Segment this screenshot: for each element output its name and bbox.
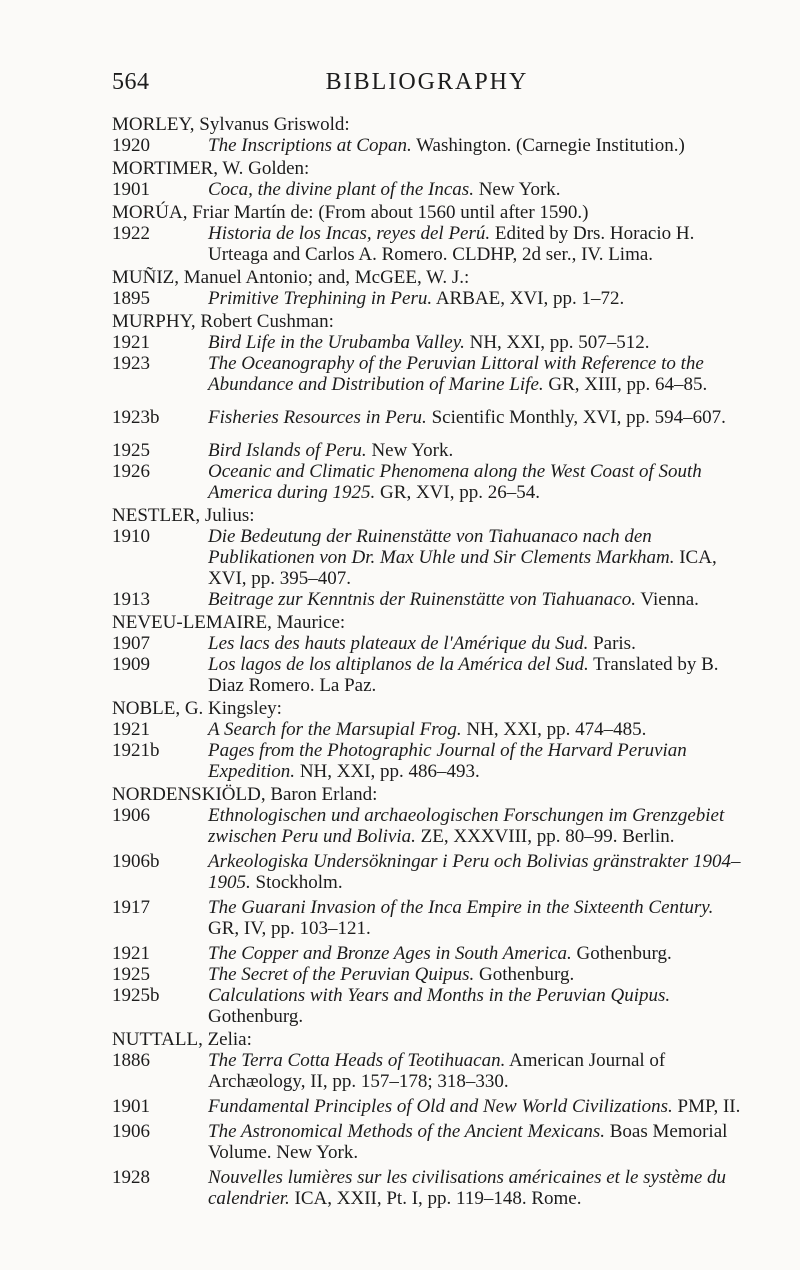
entry-year: 1922 bbox=[112, 223, 150, 244]
bibliography-entry bbox=[112, 179, 742, 200]
entry-citation bbox=[208, 851, 742, 893]
entry-citation bbox=[208, 589, 742, 610]
entry-citation bbox=[208, 179, 742, 200]
bibliography-entry bbox=[112, 1050, 742, 1092]
entry-year: 1901 bbox=[112, 1096, 150, 1117]
entry-title: Pages from the Photographic Journal of the Harvard Peruvian Expedition. bbox=[208, 740, 687, 782]
bibliography-entry bbox=[112, 1096, 742, 1117]
bibliography-entry bbox=[112, 1121, 742, 1163]
entry-citation bbox=[208, 943, 742, 964]
bibliography-page bbox=[112, 69, 742, 1209]
entry-year: 1921b bbox=[112, 740, 160, 761]
entry-year: 1886 bbox=[112, 1050, 150, 1071]
running-title: BIBLIOGRAPHY bbox=[325, 69, 529, 95]
bibliography-entry bbox=[112, 851, 742, 893]
entry-publication: Paris. bbox=[588, 633, 636, 654]
entry-publication: PMP, II. bbox=[672, 1096, 741, 1117]
bibliography-entry bbox=[112, 633, 742, 654]
entry-year: 1909 bbox=[112, 654, 150, 675]
entry-year: 1913 bbox=[112, 589, 150, 610]
entry-year: 1925b bbox=[112, 985, 160, 1006]
entry-title: The Astronomical Methods of the Ancient Mexicans. bbox=[208, 1121, 605, 1142]
page-header bbox=[112, 69, 742, 106]
entry-citation bbox=[208, 461, 742, 503]
bibliography-entry bbox=[112, 985, 742, 1027]
bibliography-entry bbox=[112, 353, 742, 395]
entry-publication: ICA, XVI, pp. 395–407. bbox=[208, 547, 717, 589]
entry-year: 1921 bbox=[112, 943, 150, 964]
author-heading: NESTLER, Julius: bbox=[112, 505, 255, 526]
entry-year: 1906 bbox=[112, 1121, 150, 1142]
entry-citation bbox=[208, 526, 742, 589]
bibliography-entry bbox=[112, 135, 742, 156]
entry-title: The Oceanography of the Peruvian Littoral with Reference to the Abundance and Distribution of Marine Life. bbox=[208, 353, 704, 395]
entry-citation bbox=[208, 1121, 742, 1163]
bibliography-entry bbox=[112, 332, 742, 353]
entry-year: 1895 bbox=[112, 288, 150, 309]
entry-citation bbox=[208, 633, 742, 654]
entry-year: 1925 bbox=[112, 440, 150, 461]
entry-title: Ethnologischen und archaeologischen Forschungen im Grenzgebiet zwischen Peru und Bolivia. bbox=[208, 805, 725, 847]
author-heading: MORÚA, Friar Martín de: (From about 1560 until after 1590.) bbox=[112, 202, 589, 223]
entry-year: 1923b bbox=[112, 407, 160, 428]
entry-title: Calculations with Years and Months in the Peruvian Quipus. bbox=[208, 985, 671, 1006]
entry-title: The Inscriptions at Copan. bbox=[208, 135, 412, 156]
entry-year: 1923 bbox=[112, 353, 150, 374]
entry-title: Bird Life in the Urubamba Valley. bbox=[208, 332, 465, 353]
entry-title: Arkeologiska Undersökningar i Peru och Bolivias gränstrakter 1904–1905. bbox=[208, 851, 741, 893]
bibliography-entry bbox=[112, 897, 742, 939]
bibliography-entry bbox=[112, 589, 742, 610]
bibliography-entry bbox=[112, 943, 742, 964]
entry-title: Beitrage zur Kenntnis der Ruinenstätte von Tiahuanaco. bbox=[208, 589, 636, 610]
entry-publication: ZE, XXXVIII, pp. 80–99. Berlin. bbox=[415, 826, 675, 847]
entry-citation bbox=[208, 407, 742, 428]
entry-year: 1928 bbox=[112, 1167, 150, 1188]
bibliography-entry bbox=[112, 740, 742, 782]
entry-year: 1910 bbox=[112, 526, 150, 547]
entry-year: 1921 bbox=[112, 719, 150, 740]
author-heading: NEVEU-LEMAIRE, Maurice: bbox=[112, 612, 346, 633]
entry-year: 1925 bbox=[112, 964, 150, 985]
author-heading: MORTIMER, W. Golden: bbox=[112, 158, 310, 179]
entry-citation bbox=[208, 964, 742, 985]
author-heading: NUTTALL, Zelia: bbox=[112, 1029, 252, 1050]
entry-citation bbox=[208, 719, 742, 740]
entry-title: Fisheries Resources in Peru. bbox=[208, 407, 427, 428]
entry-title: Bird Islands of Peru. bbox=[208, 440, 367, 461]
entry-citation bbox=[208, 223, 742, 265]
entry-title: Fundamental Principles of Old and New World Civilizations. bbox=[208, 1096, 673, 1117]
entry-citation bbox=[208, 440, 742, 461]
entry-title: Die Bedeutung der Ruinenstätte von Tiahuanaco nach den Publikationen von Dr. Max Uhle und Sir Clements Markham. bbox=[208, 526, 675, 568]
bibliography-entry bbox=[112, 964, 742, 985]
bibliography-entry bbox=[112, 223, 742, 265]
entry-citation bbox=[208, 805, 742, 847]
entry-publication: GR, XVI, pp. 26–54. bbox=[375, 482, 540, 503]
entry-publication: Gothenburg. bbox=[474, 964, 575, 985]
bibliography-entry bbox=[112, 1167, 742, 1209]
author-heading: NOBLE, G. Kingsley: bbox=[112, 698, 282, 719]
entry-publication: Edited by Drs. Horacio H. Urteaga and Carlos A. Romero. CLDHP, 2d ser., IV. Lima. bbox=[208, 223, 695, 265]
entry-title: Oceanic and Climatic Phenomena along the West Coast of South America during 1925. bbox=[208, 461, 702, 503]
entry-year: 1926 bbox=[112, 461, 150, 482]
entry-publication: Boas Memorial Volume. New York. bbox=[208, 1121, 728, 1163]
entry-publication: Translated by B. Diaz Romero. La Paz. bbox=[208, 654, 719, 696]
entry-title: Coca, the divine plant of the Incas. bbox=[208, 179, 474, 200]
entry-publication: New York. bbox=[473, 179, 561, 200]
bibliography-entry bbox=[112, 526, 742, 589]
entry-publication: Vienna. bbox=[636, 589, 699, 610]
entry-citation bbox=[208, 897, 742, 939]
bibliography-list bbox=[112, 114, 742, 1209]
author-heading: NORDENSKIÖLD, Baron Erland: bbox=[112, 784, 378, 805]
entry-year: 1920 bbox=[112, 135, 150, 156]
entry-citation bbox=[208, 654, 742, 696]
entry-title: Historia de los Incas, reyes del Perú. bbox=[208, 223, 491, 244]
bibliography-entry bbox=[112, 407, 742, 428]
entry-publication: ICA, XXII, Pt. I, pp. 119–148. Rome. bbox=[289, 1188, 582, 1209]
entry-publication: Washington. (Carnegie Institution.) bbox=[411, 135, 685, 156]
author-heading: MURPHY, Robert Cushman: bbox=[112, 311, 334, 332]
entry-year: 1907 bbox=[112, 633, 150, 654]
entry-title: A Search for the Marsupial Frog. bbox=[208, 719, 462, 740]
entry-title: The Guarani Invasion of the Inca Empire in the Sixteenth Century. bbox=[208, 897, 714, 918]
entry-title: Nouvelles lumières sur les civilisations américaines et le système du calendrier. bbox=[208, 1167, 727, 1209]
entry-year: 1921 bbox=[112, 332, 150, 353]
bibliography-entry bbox=[112, 719, 742, 740]
entry-publication: Gothenburg. bbox=[208, 1006, 304, 1027]
entry-citation bbox=[208, 985, 742, 1027]
entry-publication: NH, XXI, pp. 474–485. bbox=[461, 719, 647, 740]
entry-title: The Secret of the Peruvian Quipus. bbox=[208, 964, 475, 985]
entry-publication: GR, XIII, pp. 64–85. bbox=[543, 374, 708, 395]
entry-title: Primitive Trephining in Peru. bbox=[208, 288, 433, 309]
entry-citation bbox=[208, 740, 742, 782]
author-heading: MUÑIZ, Manuel Antonio; and, McGEE, W. J.: bbox=[112, 267, 470, 288]
entry-year: 1906 bbox=[112, 805, 150, 826]
entry-title: Les lacs des hauts plateaux de l'Amérique du Sud. bbox=[208, 633, 589, 654]
entry-citation bbox=[208, 1096, 742, 1117]
entry-citation bbox=[208, 1050, 742, 1092]
bibliography-entry bbox=[112, 654, 742, 696]
bibliography-entry bbox=[112, 805, 742, 847]
entry-publication: New York. bbox=[366, 440, 454, 461]
entry-citation bbox=[208, 288, 742, 309]
entry-year: 1917 bbox=[112, 897, 150, 918]
entry-citation bbox=[208, 135, 742, 156]
entry-publication: ARBAE, XVI, pp. 1–72. bbox=[432, 288, 625, 309]
entry-publication: Scientific Monthly, XVI, pp. 594–607. bbox=[426, 407, 726, 428]
entry-citation bbox=[208, 332, 742, 353]
entry-title: Los lagos de los altiplanos de la América del Sud. bbox=[208, 654, 589, 675]
entry-publication: Gothenburg. bbox=[571, 943, 672, 964]
entry-title: The Terra Cotta Heads of Teotihuacan. bbox=[208, 1050, 506, 1071]
entry-citation bbox=[208, 1167, 742, 1209]
entry-citation bbox=[208, 353, 742, 395]
entry-publication: NH, XXI, pp. 486–493. bbox=[295, 761, 480, 782]
entry-year: 1906b bbox=[112, 851, 160, 872]
entry-title: The Copper and Bronze Ages in South America. bbox=[208, 943, 572, 964]
page-number: 564 bbox=[112, 69, 150, 95]
entry-year: 1901 bbox=[112, 179, 150, 200]
entry-publication: American Journal of Archæology, II, pp. 157–178; 318–330. bbox=[208, 1050, 666, 1092]
bibliography-entry bbox=[112, 440, 742, 461]
bibliography-entry bbox=[112, 461, 742, 503]
author-heading: MORLEY, Sylvanus Griswold: bbox=[112, 114, 350, 135]
entry-publication: Stockholm. bbox=[250, 872, 343, 893]
bibliography-entry bbox=[112, 288, 742, 309]
entry-publication: GR, IV, pp. 103–121. bbox=[208, 918, 371, 939]
entry-publication: NH, XXI, pp. 507–512. bbox=[464, 332, 650, 353]
